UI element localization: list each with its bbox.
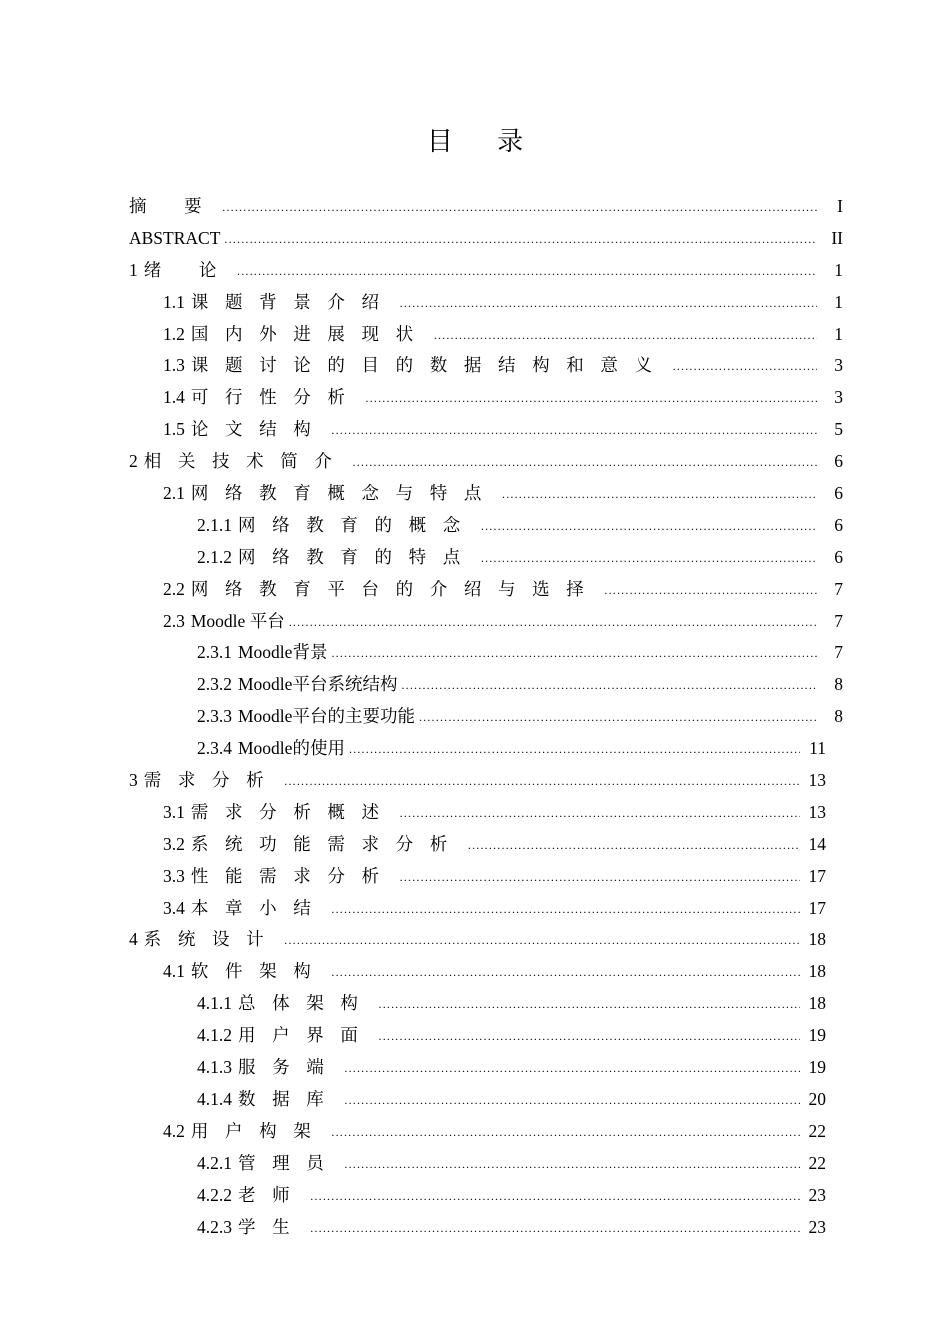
toc-entry-title: Moodle 平台: [190, 610, 285, 631]
toc-entry-page: 6: [834, 546, 843, 567]
toc-leader-dots: [284, 766, 800, 798]
toc-entry-number: 3.3: [163, 865, 185, 886]
toc-entry-label: [163, 478, 498, 510]
toc-entry-page: 3: [834, 355, 843, 376]
toc-entry-title: 本章小结: [190, 897, 328, 918]
toc-entry-label: [163, 414, 327, 446]
toc-leader-dots: [419, 702, 817, 734]
toc-entry-number: 2.3.2: [197, 674, 232, 695]
toc-entry-title: 绪 论: [143, 259, 233, 280]
toc-entry-number: 1.5: [163, 419, 185, 440]
toc-entry-page: 11: [809, 738, 826, 759]
toc-entry-page: 1: [834, 291, 843, 312]
toc-entry-number: 2.3.3: [197, 706, 232, 727]
toc-entry[interactable]: [129, 637, 843, 669]
toc-leader-dots: [331, 1117, 800, 1149]
toc-entry-title: 网络教育平台的介绍与选择: [190, 578, 601, 599]
toc-entry-title: 老师: [238, 1184, 307, 1205]
toc-entry-page: 18: [808, 993, 826, 1014]
toc-entry-label: [197, 988, 375, 1020]
toc-entry-title: 学生: [238, 1216, 307, 1237]
toc-leader-dots: [331, 894, 800, 926]
toc-entry-number: 4.1: [163, 961, 185, 982]
toc-leader-dots: [237, 256, 817, 288]
toc-leader-dots: [331, 415, 817, 447]
toc-entry-number: 3.1: [163, 801, 185, 822]
toc-entry-label: [197, 733, 345, 765]
toc-entry-label: [163, 319, 430, 351]
toc-entry-label: [129, 924, 280, 956]
toc-entry-title: 用户构架: [190, 1120, 328, 1141]
toc-entry-label: [197, 669, 397, 701]
toc-entry-title: 系统功能需求分析: [190, 833, 464, 854]
toc-entry-number: 4.1.1: [197, 993, 232, 1014]
toc-title: 目 录: [426, 127, 542, 157]
toc-entry-title: 管理员: [238, 1152, 341, 1173]
toc-entry-number: 2.3.4: [197, 738, 232, 759]
toc-entry[interactable]: [129, 797, 843, 829]
toc-entry[interactable]: [129, 1020, 843, 1052]
toc-leader-dots: [379, 1021, 801, 1053]
toc-leader-dots: [502, 479, 817, 511]
toc-entry-label: [129, 446, 349, 478]
toc-entry-page: 19: [808, 1057, 826, 1078]
toc-entry-page: 17: [808, 865, 826, 886]
toc-entry-label: [163, 350, 669, 382]
toc-entry-label: [129, 765, 280, 797]
toc-entry-title: 性能需求分析: [190, 865, 396, 886]
toc-entry-title: 论文结构: [190, 419, 328, 440]
toc-entry-page: 1: [834, 323, 843, 344]
toc-entry-page: II: [831, 227, 843, 248]
toc-entry[interactable]: [129, 893, 843, 925]
toc-entry[interactable]: [129, 606, 843, 638]
toc-entry[interactable]: [129, 287, 843, 319]
toc-entry-title: Moodle平台系统结构: [238, 674, 398, 695]
toc-entry-number: 1.1: [163, 291, 185, 312]
toc-entry-title: 网络教育的特点: [238, 546, 477, 567]
toc-entry-page: 20: [808, 1088, 826, 1109]
toc-entry-page: 5: [834, 419, 843, 440]
toc-entry[interactable]: [129, 382, 843, 414]
toc-entry-number: 4.2: [163, 1120, 185, 1141]
toc-entry-page: 18: [808, 961, 826, 982]
toc-entry[interactable]: [129, 510, 843, 542]
toc-entry[interactable]: [129, 255, 843, 287]
toc-entry-number: 2: [129, 451, 138, 472]
toc-entry-number: 2.1.2: [197, 546, 232, 567]
toc-leader-dots: [222, 192, 817, 224]
toc-entry-page: 7: [834, 610, 843, 631]
toc-entry-title: 摘 要: [129, 196, 219, 216]
toc-entry-number: 4: [129, 929, 138, 950]
toc-entry-number: 2.2: [163, 578, 185, 599]
toc-entry-label: [163, 861, 396, 893]
toc-leader-dots: [481, 543, 817, 575]
toc-entry-page: 1: [834, 259, 843, 280]
toc-leader-dots: [331, 957, 800, 989]
toc-entry[interactable]: [129, 924, 843, 956]
toc-leader-dots: [400, 862, 800, 894]
toc-entry[interactable]: [129, 191, 843, 223]
toc-entry-number: 4.2.3: [197, 1216, 232, 1237]
toc-entry-title: 可行性分析: [190, 387, 362, 408]
toc-entry-title: Moodle平台的主要功能: [238, 706, 415, 727]
toc-entry-number: 4.1.4: [197, 1088, 232, 1109]
toc-entry-title: 需求分析概述: [190, 801, 396, 822]
toc-entry-title: 课题讨论的目的数据结构和意义: [190, 355, 669, 376]
toc-entry[interactable]: [129, 574, 843, 606]
toc-entry[interactable]: [129, 414, 843, 446]
toc-entry-title: 课题背景介绍: [190, 291, 396, 312]
toc-entry-page: I: [837, 196, 843, 216]
toc-entry-title: 用户界面: [238, 1025, 375, 1046]
toc-entry-label: [197, 1180, 306, 1212]
toc-entry-label: [163, 797, 396, 829]
toc-entry-label: [163, 1116, 327, 1148]
toc-entry[interactable]: [129, 350, 843, 382]
toc-entry-label: [129, 223, 220, 255]
toc-entry-title: 系统设计: [143, 929, 281, 950]
table-of-contents: [129, 191, 843, 1243]
toc-entry-title: 国内外进展现状: [190, 323, 430, 344]
toc-entry-number: 1.4: [163, 387, 185, 408]
toc-leader-dots: [284, 925, 800, 957]
toc-entry-label: [163, 574, 600, 606]
toc-entry-title: 网络教育概念与特点: [190, 483, 498, 504]
toc-leader-dots: [400, 288, 817, 320]
toc-entry[interactable]: [129, 446, 843, 478]
toc-entry-page: 7: [834, 642, 843, 663]
toc-entry-title: 需求分析: [143, 770, 281, 791]
toc-entry-page: 8: [834, 706, 843, 727]
toc-entry-number: 1.2: [163, 323, 185, 344]
toc-entry-page: 3: [834, 387, 843, 408]
toc-entry-title: Moodle背景: [238, 642, 328, 663]
toc-entry-title: Moodle的使用: [238, 738, 345, 759]
toc-entry[interactable]: [129, 1084, 843, 1116]
toc-entry-label: [197, 1020, 375, 1052]
toc-leader-dots: [481, 511, 817, 543]
toc-entry-label: [129, 255, 233, 287]
toc-entry[interactable]: [129, 478, 843, 510]
toc-entry[interactable]: [129, 701, 843, 733]
toc-entry-label: [197, 510, 477, 542]
toc-leader-dots: [344, 1085, 800, 1117]
toc-entry-page: 13: [808, 770, 826, 791]
toc-entry-label: [163, 287, 396, 319]
toc-entry-page: 17: [808, 897, 826, 918]
toc-entry[interactable]: [129, 1180, 843, 1212]
toc-entry-page: 13: [808, 801, 826, 822]
toc-entry[interactable]: [129, 988, 843, 1020]
toc-entry-page: 19: [808, 1025, 826, 1046]
toc-entry-page: 8: [834, 674, 843, 695]
toc-entry-number: 1: [129, 259, 138, 280]
toc-entry-page: 23: [808, 1184, 826, 1205]
toc-entry-number: 3.4: [163, 897, 185, 918]
toc-entry-page: 6: [834, 514, 843, 535]
toc-entry-page: 14: [808, 833, 826, 854]
toc-entry[interactable]: [129, 733, 843, 765]
toc-entry-title: ABSTRACT: [129, 227, 221, 248]
toc-entry-title: 服务端: [238, 1057, 341, 1078]
toc-entry-label: [197, 1148, 340, 1180]
toc-entry[interactable]: [129, 1116, 843, 1148]
toc-entry-title: 软件架构: [190, 961, 328, 982]
toc-entry-label: [129, 191, 218, 223]
toc-entry-title: 总体架构: [238, 993, 375, 1014]
toc-leader-dots: [366, 383, 818, 415]
toc-leader-dots: [310, 1181, 800, 1213]
toc-entry-label: [163, 956, 327, 988]
toc-entry-label: [197, 637, 327, 669]
toc-entry-label: [163, 829, 464, 861]
toc-leader-dots: [331, 638, 817, 670]
toc-leader-dots: [401, 670, 817, 702]
toc-entry-label: [163, 893, 327, 925]
toc-leader-dots: [379, 989, 801, 1021]
toc-entry-page: 22: [808, 1152, 826, 1173]
toc-entry[interactable]: [129, 956, 843, 988]
toc-entry[interactable]: [129, 542, 843, 574]
toc-leader-dots: [434, 320, 817, 352]
toc-entry-page: 18: [808, 929, 826, 950]
toc-entry-label: [197, 1084, 340, 1116]
toc-entry[interactable]: [129, 669, 843, 701]
toc-leader-dots: [289, 607, 817, 639]
toc-entry-number: 4.2.1: [197, 1152, 232, 1173]
toc-entry[interactable]: [129, 1212, 843, 1244]
toc-entry[interactable]: [129, 319, 843, 351]
toc-entry-number: 2.3: [163, 610, 185, 631]
toc-entry-number: 2.1.1: [197, 514, 232, 535]
toc-entry-page: 22: [808, 1120, 826, 1141]
toc-entry-label: [163, 606, 285, 638]
toc-entry-number: 4.1.3: [197, 1057, 232, 1078]
toc-entry-title: 网络教育的概念: [238, 514, 477, 535]
toc-entry[interactable]: [129, 1148, 843, 1180]
toc-entry-number: 3.2: [163, 833, 185, 854]
toc-entry[interactable]: [129, 223, 843, 255]
toc-entry-label: [163, 382, 362, 414]
toc-entry[interactable]: [129, 861, 843, 893]
toc-leader-dots: [468, 830, 800, 862]
toc-entry-label: [197, 701, 415, 733]
toc-entry-number: 4.1.2: [197, 1025, 232, 1046]
toc-leader-dots: [400, 798, 800, 830]
toc-entry-label: [197, 542, 477, 574]
toc-entry-page: 23: [808, 1216, 826, 1237]
toc-entry-page: 7: [834, 578, 843, 599]
toc-entry-title: 相关技术简介: [143, 451, 349, 472]
toc-entry-label: [197, 1212, 306, 1244]
toc-leader-dots: [344, 1053, 800, 1085]
toc-entry-number: 3: [129, 770, 138, 791]
toc-leader-dots: [310, 1213, 800, 1245]
toc-leader-dots: [604, 575, 817, 607]
toc-leader-dots: [673, 351, 817, 383]
toc-entry-page: 6: [834, 483, 843, 504]
toc-entry-number: 2.1: [163, 483, 185, 504]
toc-entry[interactable]: [129, 829, 843, 861]
toc-leader-dots: [224, 224, 817, 256]
toc-entry-number: 2.3.1: [197, 642, 232, 663]
toc-leader-dots: [349, 734, 800, 766]
toc-leader-dots: [344, 1149, 800, 1181]
toc-entry-title: 数据库: [238, 1088, 341, 1109]
toc-entry-number: 1.3: [163, 355, 185, 376]
toc-entry-label: [197, 1052, 340, 1084]
toc-entry[interactable]: [129, 765, 843, 797]
toc-entry-page: 6: [834, 451, 843, 472]
toc-entry-number: 4.2.2: [197, 1184, 232, 1205]
toc-leader-dots: [353, 447, 818, 479]
toc-entry[interactable]: [129, 1052, 843, 1084]
